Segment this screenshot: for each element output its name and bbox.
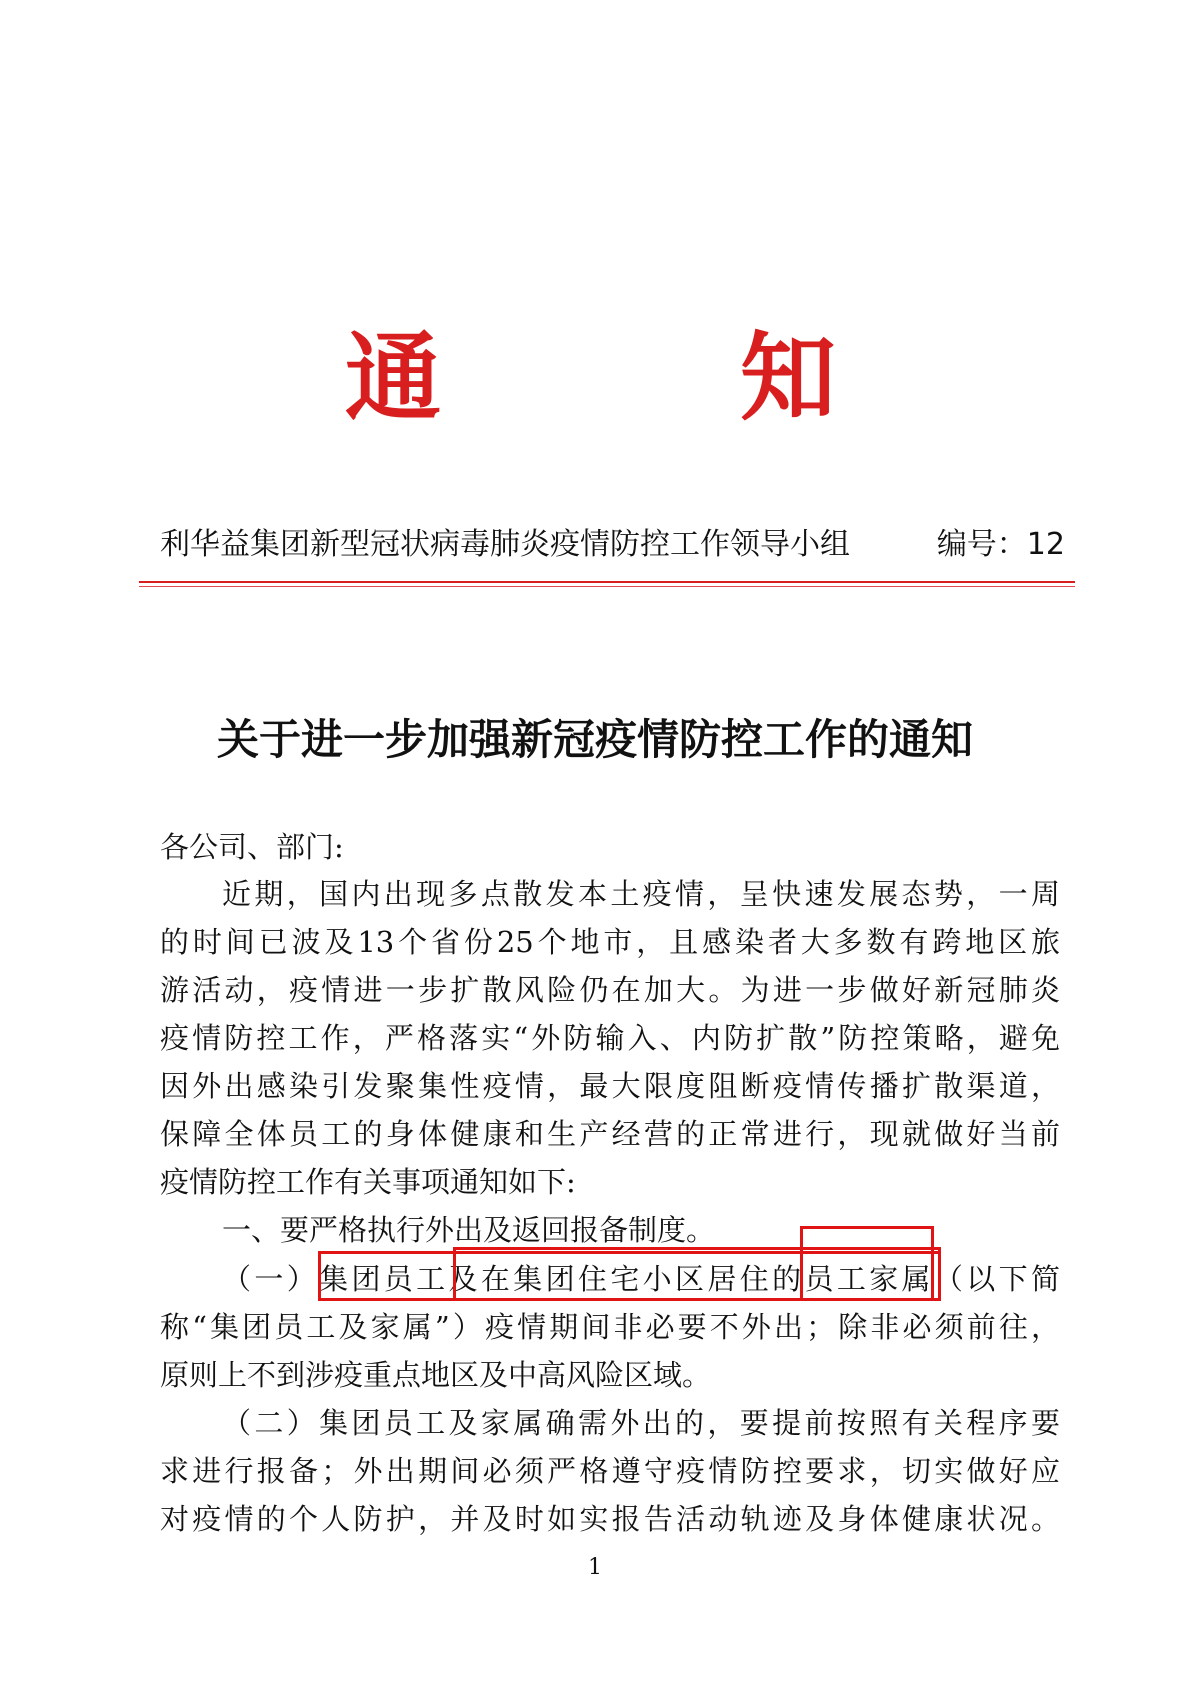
- body-line: 求进行报备；外出期间必须严格遵守疫情防控要求，切实做好应: [160, 1454, 1060, 1488]
- body-line: （二）集团员工及家属确需外出的，要提前按照有关程序要: [222, 1406, 1060, 1440]
- header-char-tong: 通: [345, 321, 441, 434]
- document-number: 编号：12: [936, 527, 1065, 562]
- body-line: 原则上不到涉疫重点地区及中高风险区域。: [160, 1358, 712, 1392]
- salutation: 各公司、部门:: [160, 830, 344, 864]
- body-line: （一）集团员工及在集团住宅小区居住的员工家属（以下简: [222, 1262, 1060, 1296]
- body-line: 保障全体员工的身体健康和生产经营的正常进行，现就做好当前: [160, 1117, 1060, 1151]
- body-line: 近期，国内出现多点散发本土疫情，呈快速发展态势，一周: [222, 877, 1060, 911]
- body-line: 对疫情的个人防护，并及时如实报告活动轨迹及身体健康状况。: [160, 1502, 1060, 1536]
- body-line: 疫情防控工作，严格落实“外防输入、内防扩散”防控策略，避免: [160, 1021, 1060, 1055]
- body-line: 因外出感染引发聚集性疫情，最大限度阻断疫情传播扩散渠道，: [160, 1069, 1060, 1103]
- issuer-name: 利华益集团新型冠状病毒肺炎疫情防控工作领导小组: [160, 527, 850, 562]
- body-line: 游活动，疫情进一步扩散风险仍在加大。为进一步做好新冠肺炎: [160, 973, 1060, 1007]
- body-line: 称“集团员工及家属”）疫情期间非必要不外出；除非必须前往，: [160, 1310, 1060, 1344]
- section-heading: 一、要严格执行外出及返回报备制度。: [222, 1213, 716, 1247]
- page-number: 1: [588, 1555, 602, 1580]
- issuer-line: [160, 525, 1065, 565]
- document-title: 关于进一步加强新冠疫情防控工作的通知: [216, 715, 973, 764]
- body-line: 疫情防控工作有关事项通知如下:: [160, 1165, 576, 1199]
- header-char-zhi: 知: [740, 321, 836, 434]
- header-rule: [139, 581, 1075, 583]
- highlight-box-family: [800, 1226, 934, 1301]
- header-rule-thin: [139, 586, 1075, 587]
- body-line: 的时间已波及13个省份25个地市，且感染者大多数有跨地区旅: [160, 925, 1060, 959]
